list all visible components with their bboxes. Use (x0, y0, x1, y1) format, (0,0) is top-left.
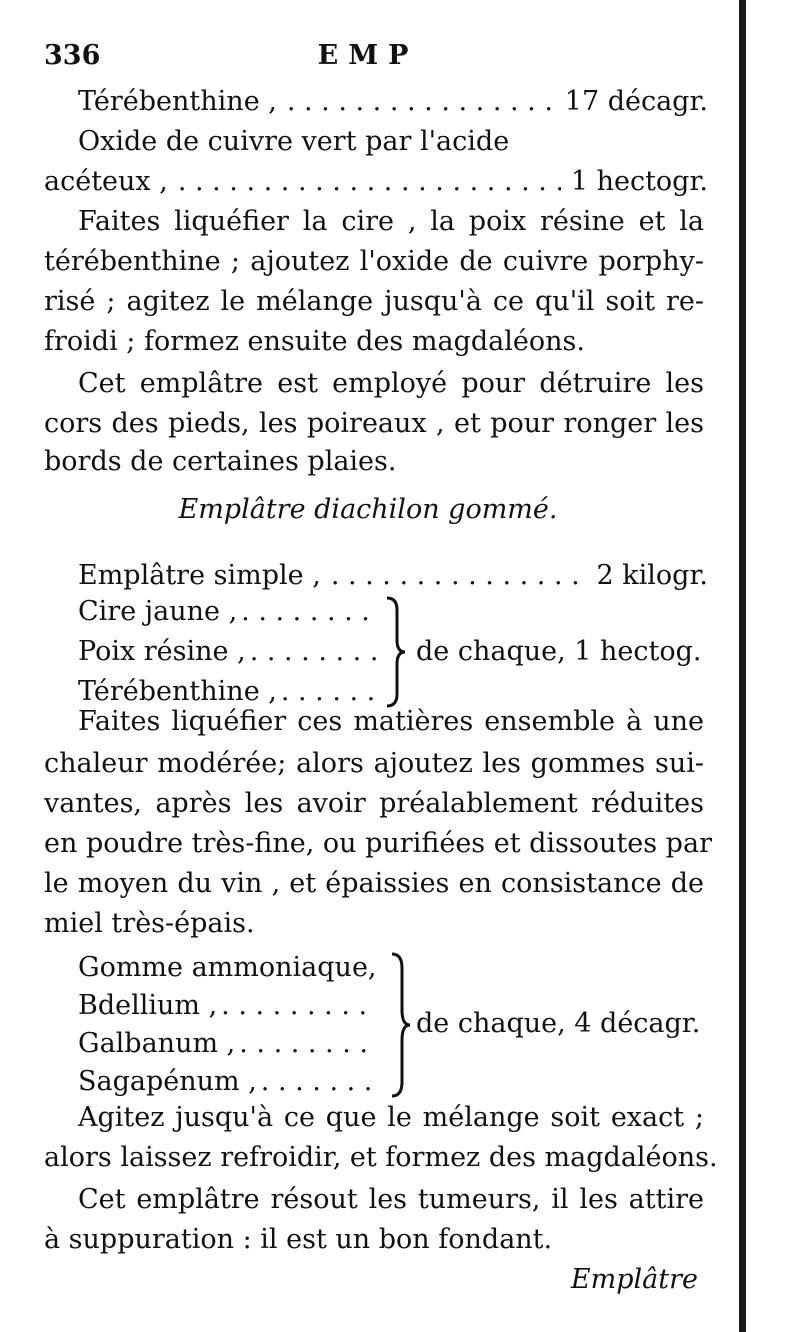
ingredient-name: Poix résine , (78, 636, 246, 667)
paragraph-line: Agitez jusqu'à ce que le mélange soit exact ; (78, 1102, 704, 1133)
page-number: 336 (44, 40, 101, 71)
paragraph-line: en poudre très-fine, ou purifiées et dissoutes par (44, 828, 712, 859)
ingredient-name-line: Oxide de cuivre vert par l'acide (78, 126, 510, 157)
ingredient-group (78, 952, 378, 1098)
grouped-ingredient (78, 952, 378, 984)
grouped-ingredient (78, 596, 378, 628)
curly-brace-icon (388, 952, 410, 1098)
paragraph-line: Cet emplâtre résout les tumeurs, il les attire (78, 1184, 704, 1215)
dot-leader (221, 990, 378, 1022)
dot-leader (287, 86, 555, 118)
dot-leader (281, 676, 378, 708)
ingredient-line (78, 560, 708, 592)
paragraph-line: risé ; agitez le mélange jusqu'à ce qu'il soit re- (44, 286, 704, 317)
curly-brace-icon (383, 596, 405, 708)
paragraph-line: Faites liquéfier la cire , la poix résine et la (78, 206, 704, 237)
ingredient-line (78, 86, 708, 118)
ingredient-group (78, 596, 378, 708)
paragraph-line: miel très-épais. (44, 908, 255, 939)
running-head: EMP (317, 40, 419, 71)
ingredient-line (44, 166, 708, 198)
grouped-ingredient (78, 636, 378, 668)
group-quantity: de chaque, 1 hectog. (416, 636, 702, 667)
paragraph-line: chaleur modérée; alors ajoutez les gommes sui- (44, 748, 704, 779)
recipe-title: Emplâtre diachilon gommé. (178, 494, 558, 525)
dot-leader (261, 1066, 378, 1098)
paragraph-line: Faites liquéfier ces matières ensemble à une (78, 706, 704, 737)
ingredient-name: Emplâtre simple , (78, 560, 321, 591)
paragraph-line: Cet emplâtre est employé pour détruire les (78, 368, 704, 399)
ingredient-name: Bdellium , (78, 990, 218, 1021)
ingredient-name: Térébenthine , (78, 676, 277, 707)
paragraph-line: froidi ; formez ensuite des magdaléons. (44, 326, 585, 357)
ingredient-name: Sagapénum , (78, 1066, 257, 1097)
paragraph-line: bords de certaines plaies. (44, 446, 397, 477)
catchword: Emplâtre (570, 1264, 698, 1295)
page-edge-rule (739, 0, 746, 1332)
paragraph-line: à suppuration : il est un bon fondant. (44, 1224, 553, 1255)
group-quantity: de chaque, 4 décagr. (416, 1008, 701, 1039)
ingredient-quantity: 1 hectogr. (570, 166, 708, 197)
ingredient-name: Gomme ammoniaque, (78, 952, 377, 983)
paragraph-line: alors laissez refroidir, et formez des magdaléons. (44, 1142, 718, 1173)
ingredient-name: Galbanum , (78, 1028, 236, 1059)
ingredient-quantity: 2 kilogr. (596, 560, 708, 591)
ingredient-name: acéteux , (44, 166, 168, 197)
paragraph-line: le moyen du vin , et épaissies en consistance de (44, 868, 704, 899)
grouped-ingredient (78, 1066, 378, 1098)
dot-leader (239, 1028, 378, 1060)
dot-leader (250, 636, 378, 668)
paragraph-line: térébenthine ; ajoutez l'oxide de cuivre porphy- (44, 246, 704, 277)
ingredient-quantity: 17 décagr. (564, 86, 708, 117)
paragraph-line: cors des pieds, les poireaux , et pour ronger les (44, 408, 704, 439)
grouped-ingredient (78, 990, 378, 1022)
ingredient-name: Térébenthine , (78, 86, 277, 117)
paragraph-line: vantes, après les avoir préalablement réduites (44, 788, 704, 819)
dot-leader (331, 560, 587, 592)
dot-leader (178, 166, 561, 198)
ingredient-name: Cire jaune , (78, 596, 238, 627)
grouped-ingredient (78, 1028, 378, 1060)
dot-leader (241, 596, 378, 628)
grouped-ingredient (78, 676, 378, 708)
